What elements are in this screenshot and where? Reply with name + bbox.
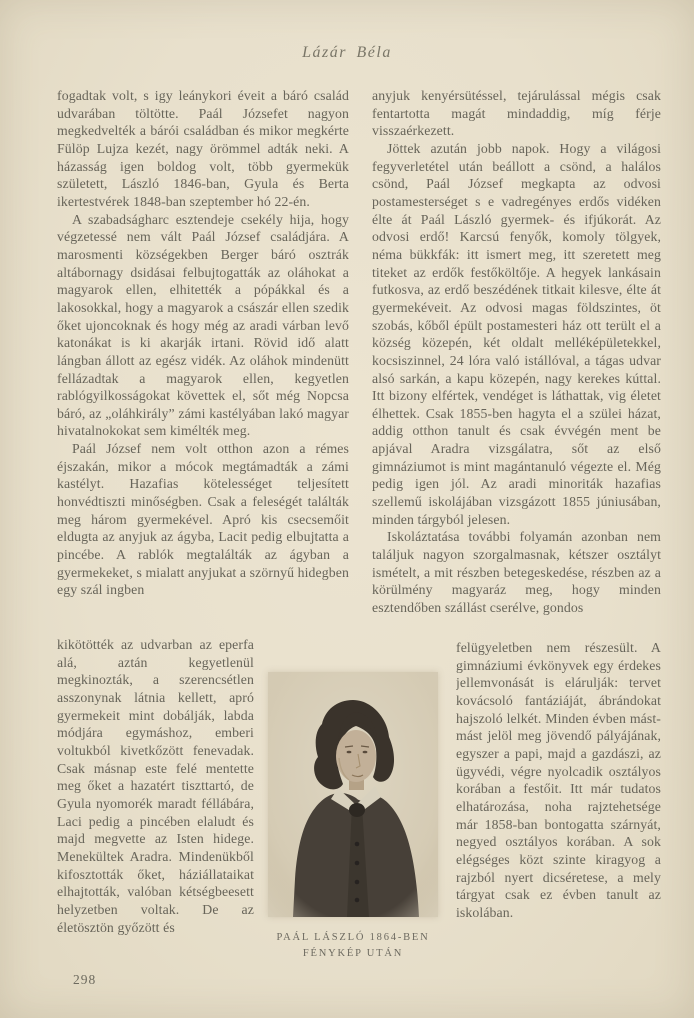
running-title: Lázár Béla bbox=[302, 44, 392, 61]
figure-caption bbox=[268, 930, 438, 962]
body-paragraph: kikötötték az udvarban az eperfa alá, aztán kegyetlenül megkinozták, a szerencsétlen asszonynak látnia kellett, apró gyermekeit mint dobálják, labda módjára egymáshoz, emberi voltukból kivetkőzött fenevadak. Csak másnap este felé mentette meg őket a hazatért tiszttartó, de Gyula nyomorék maradt féllábára, Laci pedig a pincében elaludt és majd megvette az Isten hidege. Menekültek Aradra. Mindenükből kifosztották őket, háziállataikat elhajtották, valóban kétségbeesett helyzetben voltak. De az életösztön győzött és bbox=[57, 637, 254, 935]
portrait-photo-paal-laszlo bbox=[268, 672, 438, 917]
page-number: 298 bbox=[73, 972, 97, 987]
body-paragraph: Iskoláztatása további folyamán azonban nem találjuk nagyon szorgalmasnak, kétszer osztályt ismételt, a mit részben betegeskedése, részben az a körülmény magyaráz meg, hogy minden esztendőben szállást cserélve, gondos bbox=[372, 529, 661, 616]
right-column-narrow bbox=[456, 639, 661, 961]
figure-caption-line1: PAÁL LÁSZLÓ 1864-BEN bbox=[276, 932, 430, 943]
body-paragraph: Paál József nem volt otthon azon a rémes éjszakán, mikor a mócok megtámadták a zámi kastélyt. Hazafias kötelességet teljesített honvédtiszti minőségben. Csak a feleségét találták meg három gyermekével. Apró kis csecsemőit eldugta az anyjuk az ágyba, Lacit pedig elbujtatta a pincébe. A rablók megtalálták az ágyban a gyermekeket, s mialatt anyjukat a szörnyű hidegben egy szál ingben bbox=[57, 441, 349, 598]
left-column-wide bbox=[57, 87, 349, 636]
body-paragraph: anyjuk kenyérsütéssel, tejárulással mégis csak fentartotta magát mindaddig, míg férje visszaérkezett. bbox=[372, 88, 661, 139]
portrait-figure bbox=[268, 672, 438, 962]
right-column-wide bbox=[372, 87, 661, 636]
body-paragraph: Jöttek azután jobb napok. Hogy a világosi fegyverletétel után beállott a csönd, a halálos csönd, Paál József megkapta az odvosi postamesterséget s e vadregényes erdős vidéken élte át Paál László gyermek- és ifjúkorát. Az odvosi erdő! Karcsú fenyők, komoly tölgyek, néma bükkfák: itt ismert meg, itt szeretett meg titeket az erdők festőköltője. A hegyek lankásain futkosva, az erdő beszédének titkait kilesve, élte át gyermekéveit. Az odvosi magas földszintes, öt szobás, kőből épült postamesteri ház ott terült el a község közepén, két oldalt melléképületekkel, kocsiszinnel, 24 lóra való istállóval, a tágas udvar alsó sarkán, a kapu közepén, nagy kerekes kúttal. Itt bizony elfértek, vendéget is láthattak, vig életet élhettek. Csak 1855-ben hagyta el a szülei házat, addig otthon tanult és csak évvégén ment be apjával Aradra vizsgálatra, sőt az első gimnáziumot is mint magántanuló végezte el. Még pedig igen jól. Az aradi minoriták hazafias szellemű iskolájában vizsgázott 1855 júniusában, minden tárgyból jelesen. bbox=[372, 140, 661, 527]
left-column-narrow bbox=[57, 636, 254, 958]
body-paragraph: fogadtak volt, s igy leánykori éveit a báró család udvarában töltötte. Paál Józsefet nagyon megkedvelték a bárói családban és mikor megkérte Fülöp Lujza kezét, nagy örömmel adták neki. A házasság igen boldog volt, több gyermekük született, László 1846-ban, Gyula és Berta ikertestvérek 1848-ban szeptember hó 22-én. bbox=[57, 88, 349, 209]
body-paragraph: felügyeletben nem részesült. A gimnáziumi évkönyvek egy érdekes jellemvonását is elárulják: tervet kovácsoló fantáziáját, ábrándokat hajszoló lelkét. Minden évben mást-mást jelöl meg jövendő pályájának, egyszer a papi, majd a gazdászi, az ügyvédi, végre nyolcadik osztályos korában a festőit. Itt már tudatos elhatározása, noha rajztehetsége már 1858-ban bontogatta szárnyát, negyed osztályos korában. A sok elégséges közt szinte kiragyog a rajzból nyert dicséretese, a mely tárgyat csak ez évben tanult az iskolában. bbox=[456, 640, 661, 920]
body-paragraph: A szabadságharc esztendeje csekély hija, hogy végzetessé nem vált Paál József családjára. A marosmenti községekben Berger báró osztrák altábornagy dsidásai felbujtogatták az oláhokat a magyarok ellen, elhitették a pópákkal és a lakosokkal, hogy a magyarok a császár ellen szedik őket ujoncoknak és hogy még az aradi várban levő katonákat is ki akarják irtani. Rövid idő alatt lángban állott az egész vidék. Az oláhok mindenütt fellázadtak a magyarok ellen, kegyetlen rablógyilkosságokat követtek el, sőt még Nopcsa báró, az „oláhkirály” zámi kastélyában lakó magyar hivatalnokokat sem kimélték meg. bbox=[57, 211, 349, 439]
figure-caption-line2: FÉNYKÉP UTÁN bbox=[302, 948, 404, 959]
